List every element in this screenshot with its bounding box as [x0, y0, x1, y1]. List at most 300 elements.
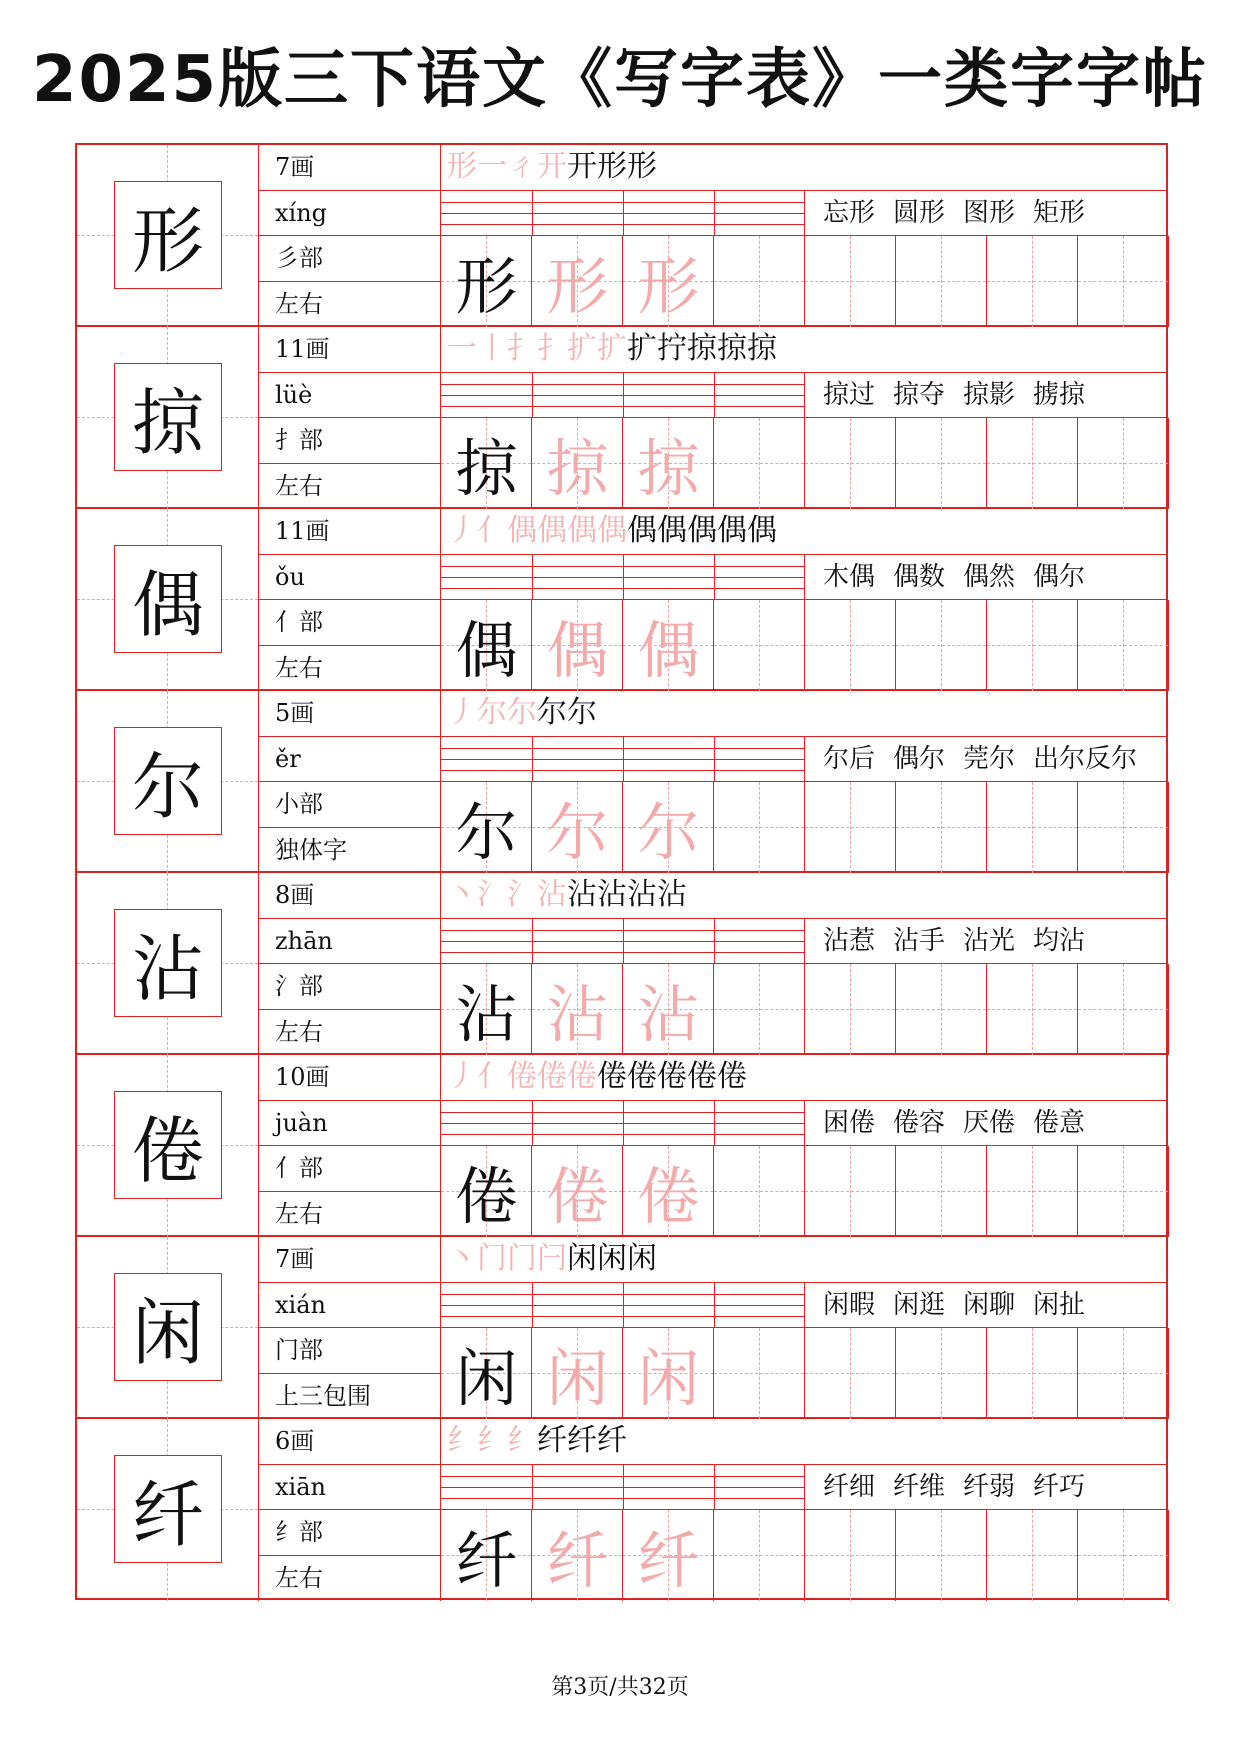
- word: 沾惹: [823, 925, 876, 956]
- pinyin-divider: [532, 1465, 533, 1510]
- practice-cell[interactable]: [987, 782, 1078, 873]
- practice-cell[interactable]: [441, 600, 532, 691]
- word-list: [805, 737, 1166, 783]
- pinyin-practice-grid[interactable]: [441, 373, 805, 419]
- guide-line: [896, 281, 986, 282]
- trace-character: 掠: [637, 432, 700, 505]
- guide-line: [1078, 281, 1168, 282]
- stroke-step: 纟: [447, 1423, 477, 1458]
- trace-character: 纤: [546, 1524, 609, 1597]
- stroke-step: 倦: [687, 1059, 717, 1094]
- word: 偶尔: [1033, 561, 1086, 592]
- guide-line: [805, 1373, 895, 1374]
- guide-line: [1078, 1555, 1168, 1556]
- practice-cell[interactable]: [1078, 782, 1169, 873]
- pinyin-divider: [623, 737, 624, 782]
- pinyin: xiān: [259, 1465, 440, 1511]
- word: 忘形: [823, 197, 876, 228]
- writing-practice: [441, 782, 1166, 873]
- pinyin-practice-grid[interactable]: [441, 737, 805, 783]
- practice-cell[interactable]: [441, 1146, 532, 1237]
- stroke-step: 丶: [447, 1241, 477, 1276]
- word: 沾光: [963, 925, 1016, 956]
- practice-cell[interactable]: [987, 600, 1078, 691]
- practice-cell[interactable]: [1078, 1510, 1169, 1601]
- pinyin-divider: [714, 919, 715, 964]
- practice-cell[interactable]: [714, 1146, 805, 1237]
- radical: 亻部: [259, 1146, 440, 1192]
- pinyin-divider: [714, 1465, 715, 1510]
- practice-cell[interactable]: [623, 964, 714, 1055]
- structure: 左右: [275, 1563, 323, 1592]
- structure: 左右: [275, 289, 323, 318]
- char-info: [259, 1419, 441, 1601]
- practice-cell[interactable]: [805, 782, 896, 873]
- practice-cell[interactable]: [714, 782, 805, 873]
- stroke-step: 纤: [567, 1423, 597, 1458]
- guide-line: [896, 1555, 986, 1556]
- guide-line: [1078, 1009, 1168, 1010]
- pinyin-practice-grid[interactable]: [441, 1465, 805, 1511]
- practice-cell[interactable]: [1078, 964, 1169, 1055]
- practice-cell[interactable]: [896, 600, 987, 691]
- radical: 纟部: [259, 1510, 440, 1556]
- word: 厌倦: [963, 1107, 1016, 1138]
- practice-cell[interactable]: [1078, 600, 1169, 691]
- guide-line: [987, 281, 1077, 282]
- stroke-step: 扌: [507, 331, 537, 366]
- word: 纤细: [823, 1471, 876, 1502]
- pinyin-divider: [532, 1283, 533, 1328]
- pinyin: juàn: [259, 1101, 440, 1147]
- main-character: 偶: [114, 545, 222, 653]
- main-char-cell: [77, 873, 259, 1055]
- practice-cell[interactable]: [714, 1510, 805, 1601]
- word: 倦容: [893, 1107, 946, 1138]
- trace-character: 形: [637, 250, 700, 323]
- practice-cell[interactable]: [987, 236, 1078, 327]
- practice-cell[interactable]: [623, 1510, 714, 1601]
- guide-line: [987, 1191, 1077, 1192]
- guide-line: [987, 827, 1077, 828]
- stroke-order: [441, 327, 1166, 373]
- stroke-step: 尔: [507, 695, 537, 730]
- practice-cell[interactable]: [896, 1328, 987, 1419]
- guide-line: [896, 827, 986, 828]
- word: 沾手: [893, 925, 946, 956]
- radical: 氵部: [259, 964, 440, 1010]
- stroke-step: 偶: [747, 513, 777, 548]
- practice-sheet: [75, 143, 1168, 1600]
- stroke-count: 6画: [259, 1419, 440, 1465]
- stroke-step: 偶: [597, 513, 627, 548]
- pinyin-divider: [714, 737, 715, 782]
- radical: 小部: [259, 782, 440, 828]
- pinyin-practice-grid[interactable]: [441, 191, 805, 237]
- guide-line: [1078, 1191, 1168, 1192]
- guide-line: [1078, 1373, 1168, 1374]
- practice-cell[interactable]: [532, 236, 623, 327]
- stroke-step: 沾: [657, 877, 687, 912]
- word: 木偶: [823, 561, 876, 592]
- stroke-step: 掠: [717, 331, 747, 366]
- word: 掠夺: [893, 379, 946, 410]
- main-char-cell: [77, 1419, 259, 1601]
- char-row: [77, 509, 1166, 691]
- practice-cell[interactable]: [441, 964, 532, 1055]
- word: 出尔反尔: [1033, 743, 1138, 774]
- pinyin-divider: [532, 919, 533, 964]
- word: 闲扯: [1033, 1289, 1086, 1320]
- word: 困倦: [823, 1107, 876, 1138]
- stroke-step: 闲: [597, 1241, 627, 1276]
- stroke-step: 尔: [477, 695, 507, 730]
- pinyin-divider: [714, 1101, 715, 1146]
- radical: 扌部: [259, 418, 440, 464]
- guide-line: [805, 1191, 895, 1192]
- guide-line: [714, 1009, 804, 1010]
- pinyin: ěr: [259, 737, 440, 783]
- pinyin: lüè: [259, 373, 440, 419]
- main-char-cell: [77, 1237, 259, 1419]
- stroke-count: 7画: [259, 145, 440, 191]
- practice-cell[interactable]: [1078, 1328, 1169, 1419]
- practice-cell[interactable]: [532, 1510, 623, 1601]
- structure: 左右: [275, 1017, 323, 1046]
- stroke-step: 扩: [597, 331, 627, 366]
- stroke-step: 偶: [657, 513, 687, 548]
- stroke-step: 偶: [627, 513, 657, 548]
- practice-cell[interactable]: [805, 1328, 896, 1419]
- word: 纤维: [893, 1471, 946, 1502]
- trace-character: 沾: [637, 978, 700, 1051]
- guide-line: [714, 1555, 804, 1556]
- practice-cell[interactable]: [441, 1510, 532, 1601]
- stroke-step: 尔: [537, 695, 567, 730]
- radical: 亻部: [259, 600, 440, 646]
- char-row: [77, 145, 1166, 327]
- practice-cell[interactable]: [805, 600, 896, 691]
- main-char-cell: [77, 509, 259, 691]
- guide-line: [896, 645, 986, 646]
- stroke-step: 丿: [447, 513, 477, 548]
- stroke-step: ㄔ: [507, 149, 537, 184]
- practice-cell[interactable]: [987, 1328, 1078, 1419]
- guide-line: [805, 281, 895, 282]
- practice-cell[interactable]: [987, 964, 1078, 1055]
- stroke-step: 氵: [507, 877, 537, 912]
- trace-character: 偶: [637, 614, 700, 687]
- pinyin: zhān: [259, 919, 440, 965]
- stroke-order: [441, 873, 1166, 919]
- practice-cell[interactable]: [714, 600, 805, 691]
- structure: 上三包围: [275, 1381, 371, 1410]
- main-character: 尔: [114, 727, 222, 835]
- pinyin-divider: [623, 555, 624, 600]
- word: 倦意: [1033, 1107, 1086, 1138]
- word-list: [805, 1101, 1166, 1147]
- practice-cell[interactable]: [896, 1510, 987, 1601]
- stroke-step: 偶: [717, 513, 747, 548]
- practice-cell[interactable]: [714, 964, 805, 1055]
- structure: 左右: [275, 1199, 323, 1228]
- char-info: [259, 145, 441, 327]
- practice-cell[interactable]: [1078, 236, 1169, 327]
- stroke-count: 7画: [259, 1237, 440, 1283]
- guide-line: [896, 1373, 986, 1374]
- stroke-step: 扩: [627, 331, 657, 366]
- practice-cell[interactable]: [441, 782, 532, 873]
- char-info: [259, 1237, 441, 1419]
- stroke-step: 形: [597, 149, 627, 184]
- word-list: [805, 373, 1166, 419]
- stroke-step: 闩: [537, 1241, 567, 1276]
- model-character: 掠: [455, 432, 518, 505]
- pinyin-divider: [532, 555, 533, 600]
- practice-cell[interactable]: [896, 782, 987, 873]
- char-row: [77, 1419, 1166, 1601]
- guide-line: [987, 1009, 1077, 1010]
- practice-cell[interactable]: [805, 418, 896, 509]
- main-character: 掠: [114, 363, 222, 471]
- guide-line: [805, 827, 895, 828]
- pinyin-divider: [532, 1101, 533, 1146]
- main-char-cell: [77, 145, 259, 327]
- model-character: 偶: [455, 614, 518, 687]
- model-character: 沾: [455, 978, 518, 1051]
- practice-cell[interactable]: [532, 964, 623, 1055]
- word: 纤弱: [963, 1471, 1016, 1502]
- trace-character: 闲: [637, 1342, 700, 1415]
- practice-cell[interactable]: [805, 1510, 896, 1601]
- guide-line: [987, 645, 1077, 646]
- guide-line: [1078, 463, 1168, 464]
- trace-character: 倦: [637, 1160, 700, 1233]
- stroke-order: [441, 691, 1166, 737]
- stroke-order: [441, 1419, 1166, 1465]
- practice-cell[interactable]: [805, 964, 896, 1055]
- word: 莞尔: [963, 743, 1016, 774]
- pinyin-divider: [532, 373, 533, 418]
- trace-character: 形: [546, 250, 609, 323]
- guide-line: [896, 463, 986, 464]
- word: 矩形: [1033, 197, 1086, 228]
- pinyin-divider: [623, 1283, 624, 1328]
- char-info: [259, 509, 441, 691]
- word: 纤巧: [1033, 1471, 1086, 1502]
- guide-line: [987, 1555, 1077, 1556]
- writing-practice: [441, 418, 1166, 509]
- pinyin: xián: [259, 1283, 440, 1329]
- practice-cell[interactable]: [1078, 418, 1169, 509]
- pinyin-divider: [714, 1283, 715, 1328]
- practice-cell[interactable]: [623, 782, 714, 873]
- word-list: [805, 919, 1166, 965]
- practice-cell[interactable]: [623, 1146, 714, 1237]
- practice-cell[interactable]: [1078, 1146, 1169, 1237]
- word: 掳掠: [1033, 379, 1086, 410]
- stroke-step: 丿: [447, 695, 477, 730]
- practice-cell[interactable]: [896, 236, 987, 327]
- char-row: [77, 327, 1166, 509]
- guide-line: [714, 1191, 804, 1192]
- trace-character: 偶: [546, 614, 609, 687]
- model-character: 形: [455, 250, 518, 323]
- guide-line: [714, 645, 804, 646]
- stroke-step: 沾: [597, 877, 627, 912]
- pinyin-divider: [714, 373, 715, 418]
- guide-line: [896, 1009, 986, 1010]
- writing-practice: [441, 1146, 1166, 1237]
- stroke-step: 倦: [717, 1059, 747, 1094]
- guide-line: [987, 1373, 1077, 1374]
- practice-cell[interactable]: [805, 1146, 896, 1237]
- word-list: [805, 1283, 1166, 1329]
- practice-cell[interactable]: [623, 418, 714, 509]
- pinyin-divider: [623, 191, 624, 236]
- guide-line: [987, 463, 1077, 464]
- stroke-step: 丿: [447, 1059, 477, 1094]
- stroke-step: 丨: [477, 331, 507, 366]
- word-list: [805, 1465, 1166, 1511]
- main-char-cell: [77, 1055, 259, 1237]
- pinyin-practice-grid[interactable]: [441, 1101, 805, 1147]
- practice-cell[interactable]: [441, 1328, 532, 1419]
- char-info: [259, 1055, 441, 1237]
- stroke-step: 形: [627, 149, 657, 184]
- stroke-step: 门: [507, 1241, 537, 1276]
- pinyin-divider: [532, 191, 533, 236]
- radical: 彡部: [259, 236, 440, 282]
- structure: 左右: [275, 471, 323, 500]
- practice-cell[interactable]: [987, 1146, 1078, 1237]
- main-character: 沾: [114, 909, 222, 1017]
- stroke-step: 一: [477, 149, 507, 184]
- guide-line: [714, 281, 804, 282]
- practice-cell[interactable]: [623, 236, 714, 327]
- practice-cell[interactable]: [532, 1146, 623, 1237]
- practice-cell[interactable]: [532, 600, 623, 691]
- stroke-step: 氵: [477, 877, 507, 912]
- stroke-step: 亻: [477, 1059, 507, 1094]
- guide-line: [1078, 645, 1168, 646]
- word: 偶尔: [893, 743, 946, 774]
- trace-character: 倦: [546, 1160, 609, 1233]
- stroke-step: 闲: [567, 1241, 597, 1276]
- writing-practice: [441, 964, 1166, 1055]
- stroke-count: 11画: [259, 327, 440, 373]
- main-char-cell: [77, 327, 259, 509]
- stroke-step: 闲: [627, 1241, 657, 1276]
- char-row: [77, 1237, 1166, 1419]
- word: 图形: [963, 197, 1016, 228]
- stroke-step: 拧: [657, 331, 687, 366]
- word: 闲聊: [963, 1289, 1016, 1320]
- main-character: 纤: [114, 1455, 222, 1563]
- practice-cell[interactable]: [896, 964, 987, 1055]
- guide-line: [714, 827, 804, 828]
- stroke-step: 倦: [597, 1059, 627, 1094]
- guide-line: [896, 1191, 986, 1192]
- pinyin-practice-grid[interactable]: [441, 555, 805, 601]
- guide-line: [1078, 827, 1168, 828]
- practice-cell[interactable]: [987, 418, 1078, 509]
- practice-cell[interactable]: [896, 418, 987, 509]
- practice-cell[interactable]: [532, 418, 623, 509]
- practice-cell[interactable]: [714, 1328, 805, 1419]
- word: 均沾: [1033, 925, 1086, 956]
- stroke-step: 开: [537, 149, 567, 184]
- writing-practice: [441, 1328, 1166, 1419]
- pinyin-practice-grid[interactable]: [441, 919, 805, 965]
- structure: 左右: [275, 653, 323, 682]
- trace-character: 尔: [546, 796, 609, 869]
- word: 掠影: [963, 379, 1016, 410]
- char-row: [77, 691, 1166, 873]
- pinyin-practice-grid[interactable]: [441, 1283, 805, 1329]
- stroke-step: 扌: [537, 331, 567, 366]
- practice-cell[interactable]: [896, 1146, 987, 1237]
- practice-cell[interactable]: [441, 236, 532, 327]
- pinyin-divider: [623, 1465, 624, 1510]
- guide-line: [805, 463, 895, 464]
- pinyin: xíng: [259, 191, 440, 237]
- pinyin: ǒu: [259, 555, 440, 601]
- stroke-step: 一: [447, 331, 477, 366]
- stroke-step: 纟: [477, 1423, 507, 1458]
- guide-line: [805, 645, 895, 646]
- practice-cell[interactable]: [987, 1510, 1078, 1601]
- stroke-order: [441, 145, 1166, 191]
- practice-cell[interactable]: [623, 600, 714, 691]
- practice-cell[interactable]: [532, 1328, 623, 1419]
- stroke-step: 偶: [687, 513, 717, 548]
- stroke-step: 丶: [447, 877, 477, 912]
- writing-practice: [441, 600, 1166, 691]
- trace-character: 闲: [546, 1342, 609, 1415]
- stroke-step: 倦: [567, 1059, 597, 1094]
- word: 闲逛: [893, 1289, 946, 1320]
- model-character: 尔: [455, 796, 518, 869]
- stroke-step: 尔: [567, 695, 597, 730]
- pinyin-divider: [532, 737, 533, 782]
- trace-character: 尔: [637, 796, 700, 869]
- practice-cell[interactable]: [714, 236, 805, 327]
- pinyin-divider: [623, 1101, 624, 1146]
- stroke-step: 掠: [747, 331, 777, 366]
- stroke-step: 扩: [567, 331, 597, 366]
- trace-character: 掠: [546, 432, 609, 505]
- guide-line: [714, 463, 804, 464]
- stroke-step: 沾: [627, 877, 657, 912]
- stroke-step: 偶: [567, 513, 597, 548]
- practice-cell[interactable]: [623, 1328, 714, 1419]
- word: 闲暇: [823, 1289, 876, 1320]
- stroke-step: 门: [477, 1241, 507, 1276]
- stroke-step: 倦: [657, 1059, 687, 1094]
- practice-cell[interactable]: [805, 236, 896, 327]
- main-char-cell: [77, 691, 259, 873]
- practice-cell[interactable]: [532, 782, 623, 873]
- model-character: 闲: [455, 1342, 518, 1415]
- practice-cell[interactable]: [441, 418, 532, 509]
- char-info: [259, 691, 441, 873]
- radical: 门部: [259, 1328, 440, 1374]
- practice-cell[interactable]: [714, 418, 805, 509]
- main-character: 闲: [114, 1273, 222, 1381]
- word: 尔后: [823, 743, 876, 774]
- stroke-order: [441, 509, 1166, 555]
